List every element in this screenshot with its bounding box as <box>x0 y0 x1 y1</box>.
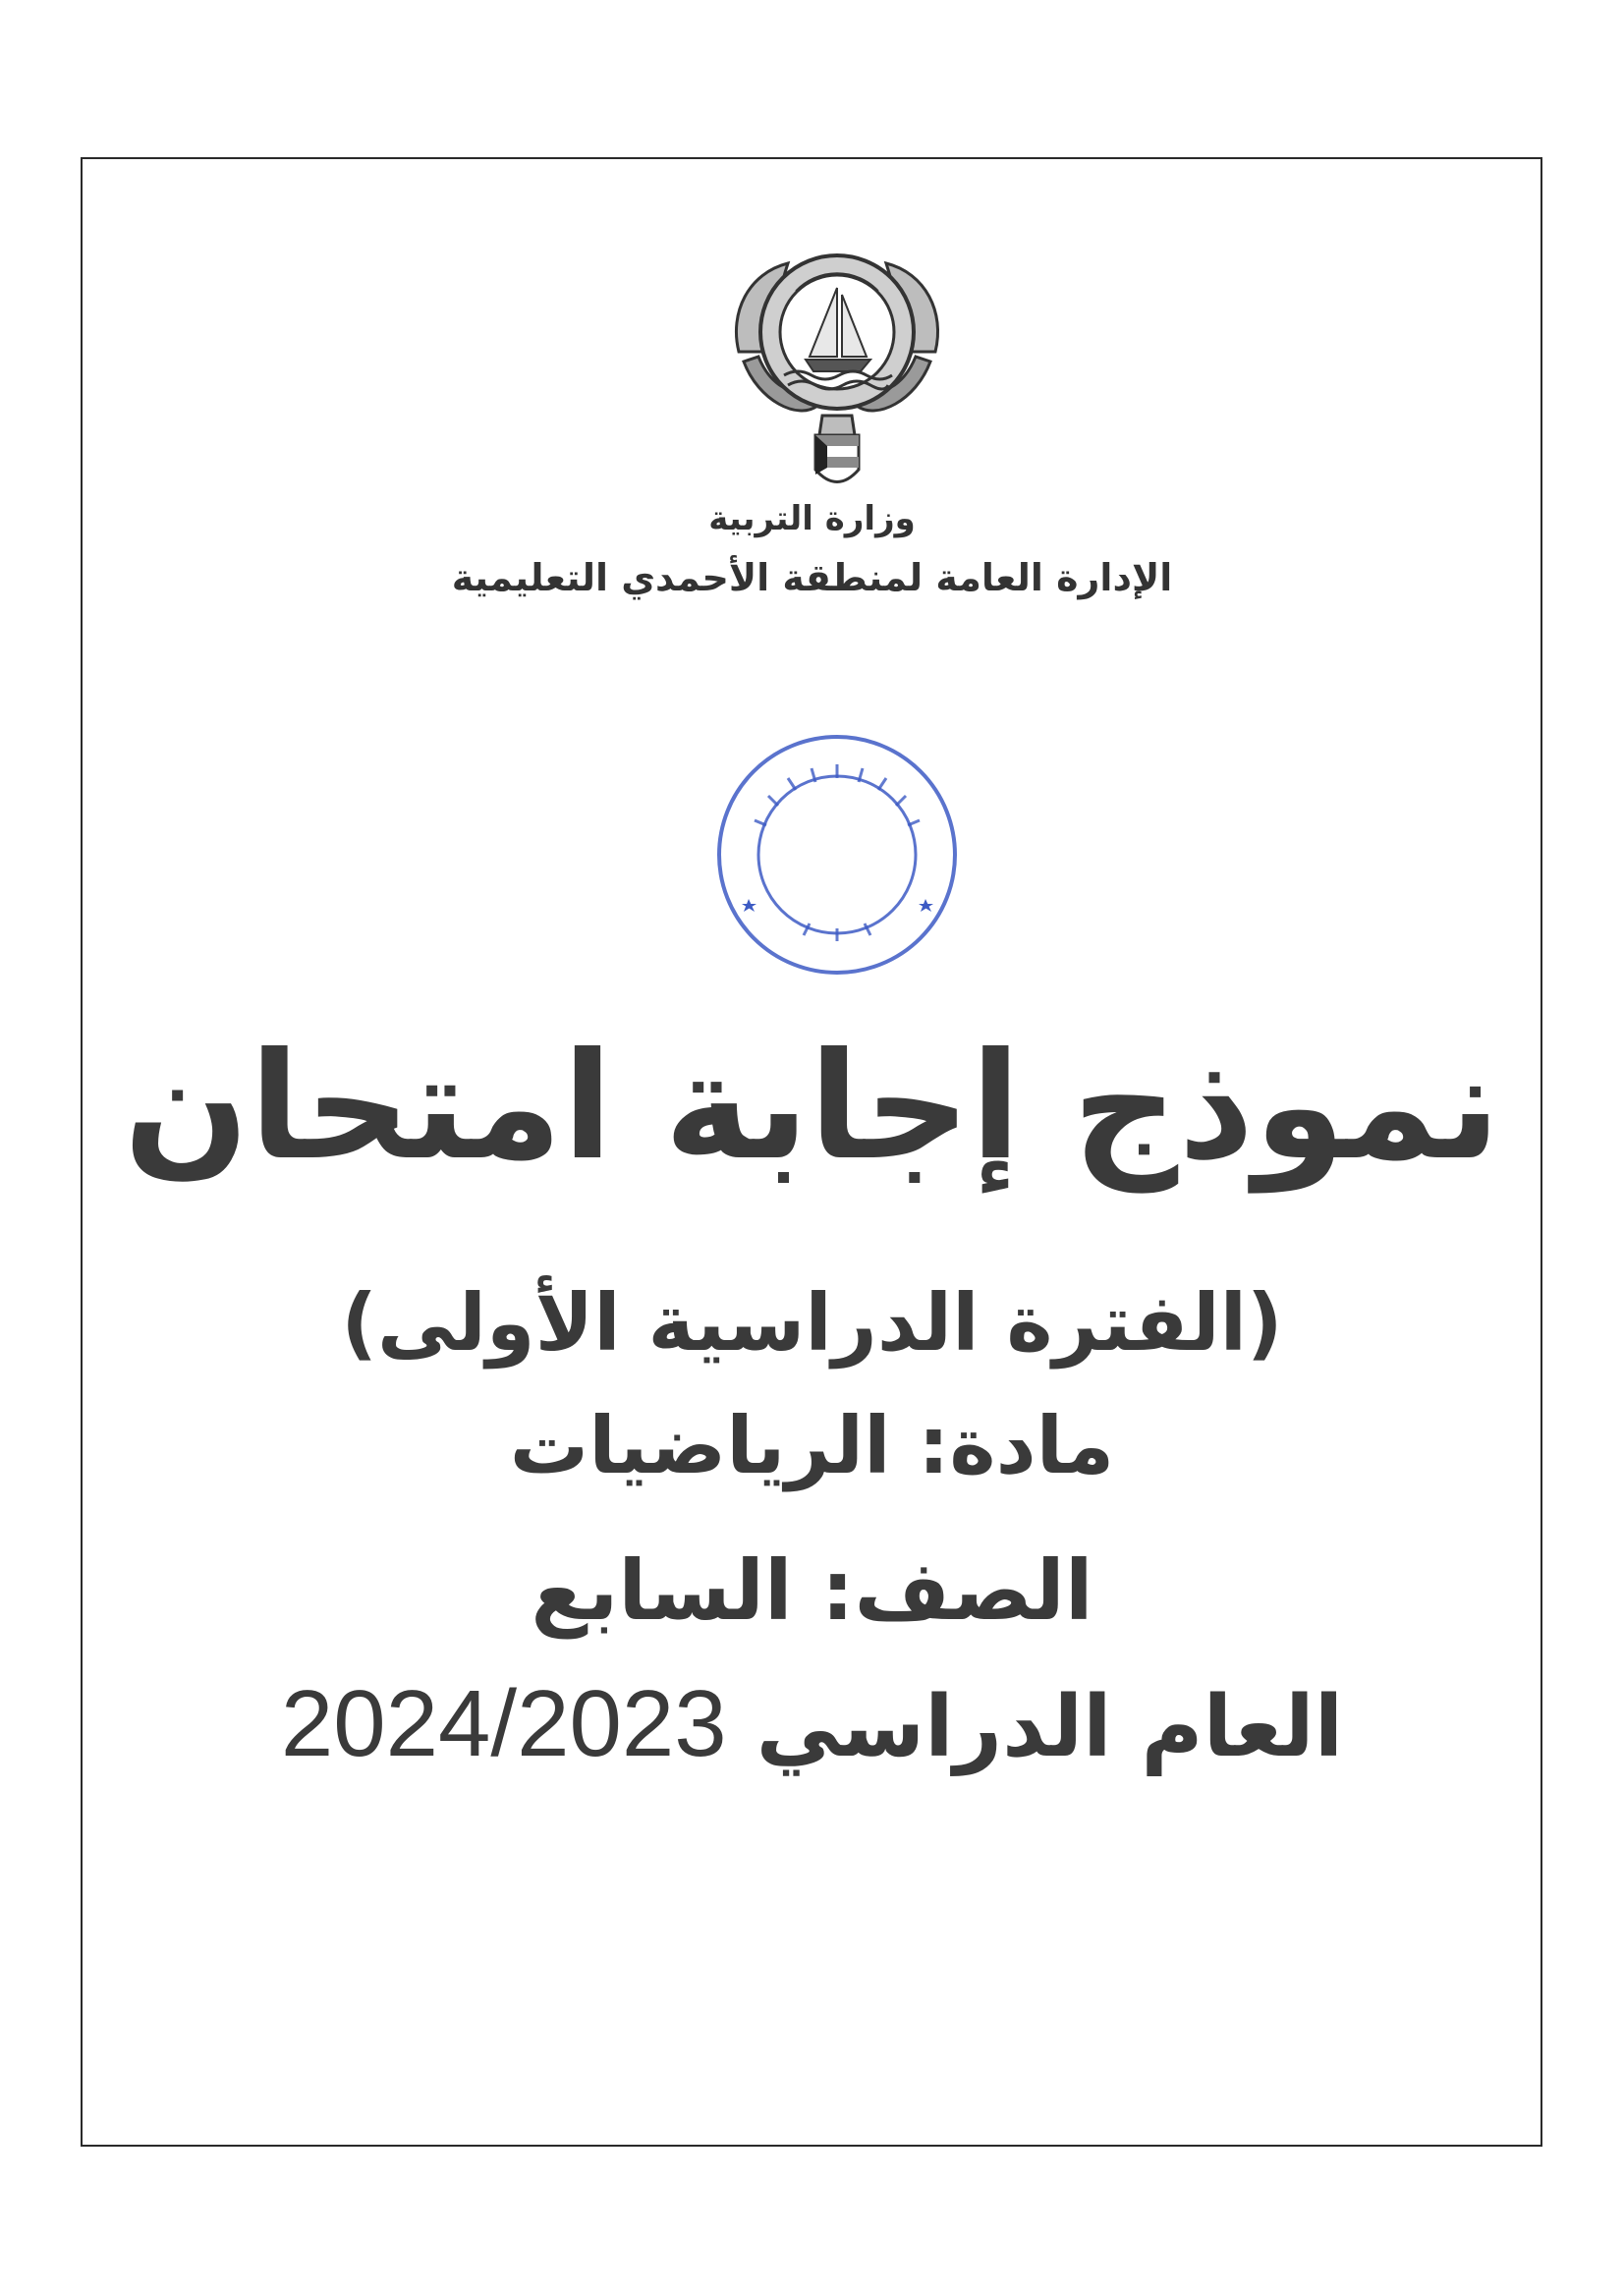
subject-line: مادة: الرياضيات <box>509 1400 1115 1491</box>
academic-year-value: 2024/2023 <box>280 1671 727 1776</box>
document-title: نموذج إجابة امتحان <box>123 1022 1501 1193</box>
academic-year-line <box>0 1670 1624 1778</box>
exam-period: (الفترة الدراسية الأولى) <box>341 1277 1283 1369</box>
official-stamp-icon <box>709 727 965 982</box>
ministry-name: وزارة التربية <box>708 499 916 538</box>
kuwait-state-emblem-icon <box>719 234 955 499</box>
academic-year-label: العام الدراسي <box>756 1678 1344 1776</box>
directorate-name: الإدارة العامة لمنطقة الأحمدي التعليمية <box>451 556 1173 599</box>
grade-line: الصف: السابع <box>531 1542 1093 1639</box>
